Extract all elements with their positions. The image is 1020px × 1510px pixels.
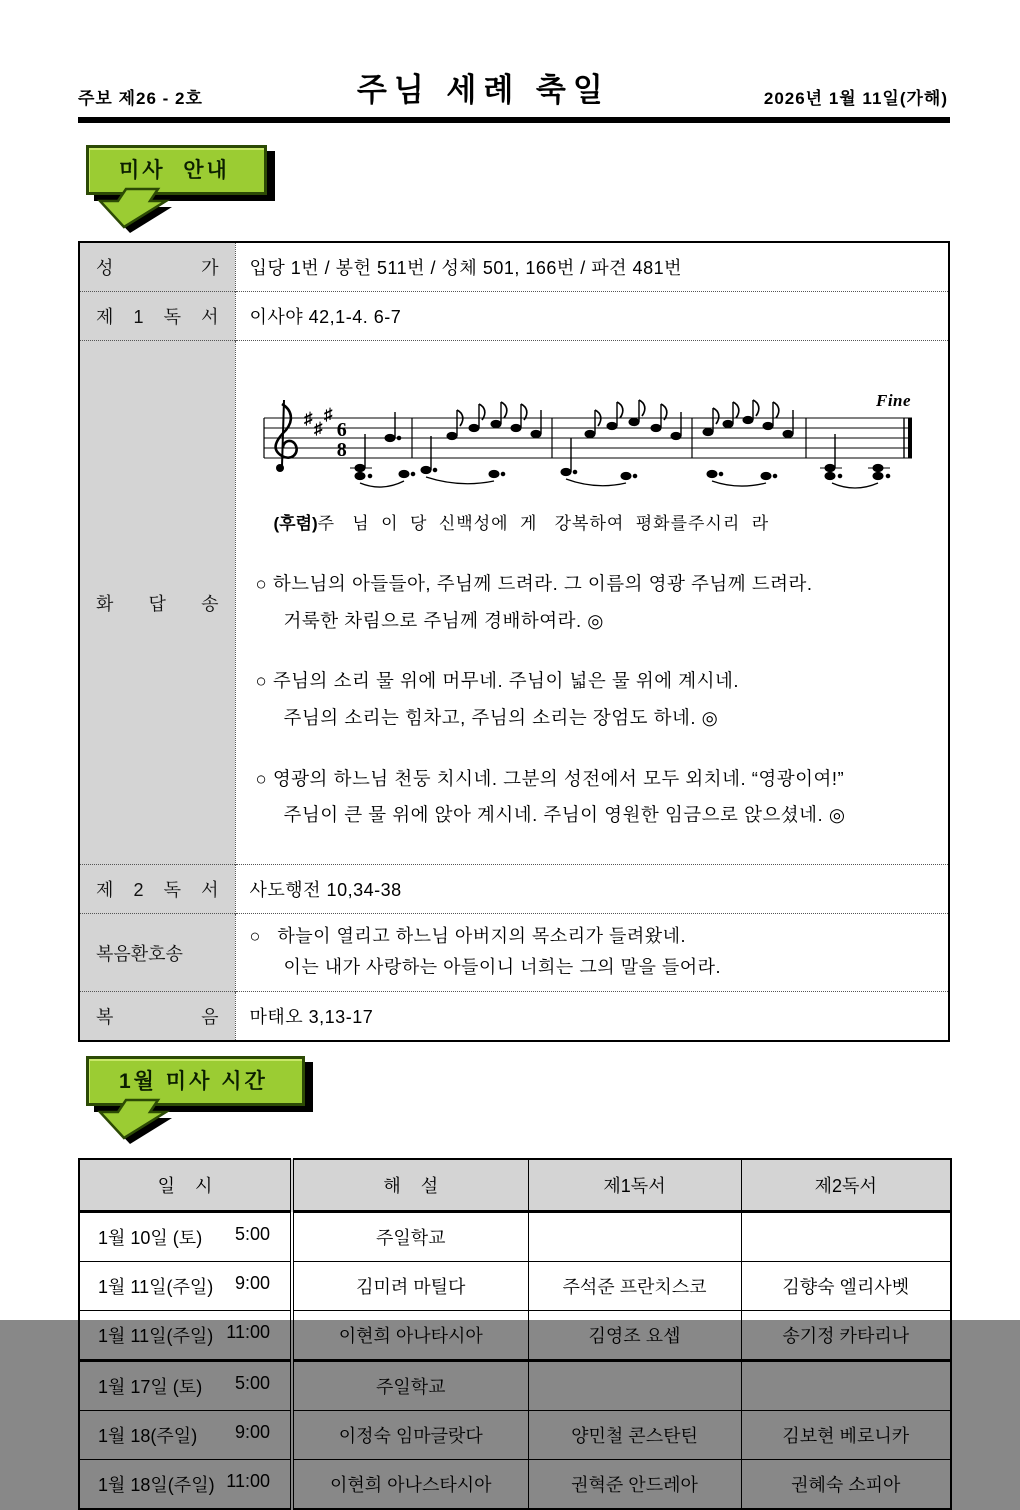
mass-info-banner-block (78, 145, 950, 231)
date-value: 1월 18(주일) (98, 1426, 198, 1447)
time-value: 5:00 (234, 1373, 270, 1394)
psalm-verses (250, 544, 935, 854)
mass-schedule-table (78, 1158, 952, 1510)
sharp-icon: ♯ (323, 405, 333, 424)
reader1-cell (528, 1212, 741, 1262)
reader2-cell: 김보현 베로니카 (741, 1411, 951, 1460)
sharp-icon: ♯ (303, 409, 313, 428)
bulletin-date: 2026년 1월 11일(가해) (763, 89, 948, 108)
reader1-cell: 주석준 프란치스코 (528, 1262, 741, 1311)
date-value: 1월 11일(주일) (98, 1326, 214, 1347)
commentator-cell: 주일학교 (292, 1361, 528, 1411)
datetime-cell (79, 1460, 292, 1510)
reader2-cell (741, 1212, 951, 1262)
psalm-verse-3 (256, 765, 931, 830)
time-signature-top: 6 (336, 419, 347, 441)
row-label-psalm: 화 답 송 (79, 341, 235, 865)
time-value: 5:00 (234, 1224, 270, 1245)
down-arrow-icon (94, 189, 186, 233)
row-label-reading1: 제 1 독 서 (79, 292, 235, 341)
date-value: 1월 10일 (토) (98, 1228, 203, 1249)
mass-info-banner: 미사 안내 (86, 145, 267, 195)
datetime-cell (79, 1311, 292, 1361)
date-value: 1월 17일 (토) (98, 1377, 203, 1398)
psalm-verse-2 (256, 667, 931, 732)
date-value: 1월 18일(주일) (98, 1475, 215, 1496)
masthead (78, 64, 950, 115)
schedule-row (79, 1460, 951, 1510)
row-label-reading2: 제 2 독 서 (79, 865, 235, 914)
row-label-hymns: 성 가 (79, 242, 235, 292)
bulletin-issue: 주보 제26 - 2호 (78, 89, 203, 108)
refrain-text: 주 님 이 당 신백성에 게 강복하여 평화를주시리 라 (317, 514, 770, 533)
musical-score (260, 390, 931, 534)
treble-clef-icon (275, 400, 296, 472)
col-header-reader2: 제2독서 (741, 1159, 951, 1212)
verse-line: 주님이 큰 물 위에 앉아 계시네. 주님이 영원한 임금으로 앉으셨네. ◎ (283, 804, 846, 826)
verse-line: 거룩한 차림으로 주님께 경배하여라. ◎ (283, 609, 604, 631)
time-signature-bottom: 8 (336, 439, 347, 461)
col-header-reader1: 제1독서 (528, 1159, 741, 1212)
page-title: 주님 세례 축일 (356, 71, 610, 108)
verse-line: 주님의 소리는 힘차고, 주님의 소리는 장엄도 하네. ◎ (283, 707, 719, 729)
music-staff-image (260, 390, 916, 502)
schedule-row (79, 1361, 951, 1411)
time-value: 11:00 (226, 1471, 270, 1492)
commentator-cell: 이현희 아나타시아 (292, 1311, 528, 1361)
table-row-acclamation (79, 914, 949, 992)
mass-info-table (78, 241, 950, 1042)
reader1-cell: 양민철 콘스탄틴 (528, 1411, 741, 1460)
mass-schedule-banner: 1월 미사 시간 (86, 1056, 305, 1106)
acclamation-line: 이는 내가 사랑하는 아들이니 너희는 그의 말을 들어라. (283, 957, 722, 978)
reader1-cell (528, 1361, 741, 1411)
verse-line: ○ 하느님의 아들들아, 주님께 드려라. 그 이름의 영광 주님께 드려라. (255, 573, 813, 594)
schedule-row (79, 1311, 951, 1361)
table-row-psalm (79, 341, 949, 865)
reader2-cell (741, 1361, 951, 1411)
datetime-cell (79, 1262, 292, 1311)
schedule-row (79, 1262, 951, 1311)
acclamation-cell (235, 914, 949, 992)
row-label-gospel: 복 음 (79, 992, 235, 1042)
datetime-cell (79, 1212, 292, 1262)
header-divider (78, 117, 950, 123)
datetime-cell (79, 1361, 292, 1411)
table-row-gospel (79, 992, 949, 1042)
time-value: 11:00 (226, 1322, 270, 1343)
reader1-cell: 김영조 요셉 (528, 1311, 741, 1361)
col-header-commentator: 해 설 (292, 1159, 528, 1212)
datetime-cell (79, 1411, 292, 1460)
reading1-value: 이사야 42,1-4. 6-7 (235, 292, 949, 341)
acclamation-line: ○ 하늘이 열리고 하느님 아버지의 목소리가 들려왔네. (249, 926, 687, 947)
table-row-hymns (79, 242, 949, 292)
refrain-label: (후렴) (273, 514, 318, 533)
row-label-acclamation: 복음환호송 (79, 914, 235, 992)
reader2-cell: 김향숙 엘리사벳 (741, 1262, 951, 1311)
psalm-cell (235, 341, 949, 865)
time-value: 9:00 (234, 1273, 270, 1294)
hymns-value: 입당 1번 / 봉헌 511번 / 성체 501, 166번 / 파견 481번 (249, 257, 682, 278)
schedule-header-row (79, 1159, 951, 1212)
table-row-reading2 (79, 865, 949, 914)
refrain-lyrics (274, 509, 931, 534)
sharp-icon: ♯ (313, 419, 323, 438)
fine-marking: Fine (875, 391, 911, 410)
verse-line: ○ 영광의 하느님 천둥 치시네. 그분의 성전에서 모두 외치네. “영광이여!” (255, 767, 845, 789)
gospel-value: 마태오 3,13-17 (235, 992, 949, 1042)
table-row-reading1 (79, 292, 949, 341)
reading2-value: 사도행전 10,34-38 (235, 865, 949, 914)
verse-line: ○ 주님의 소리 물 위에 머무네. 주님이 넓은 물 위에 계시네. (255, 670, 740, 692)
psalm-verse-1 (256, 570, 931, 635)
commentator-cell: 김미려 마틸다 (292, 1262, 528, 1311)
time-value: 9:00 (234, 1422, 270, 1443)
commentator-cell: 이정숙 임마글랏다 (292, 1411, 528, 1460)
reader2-cell: 권혜숙 소피아 (741, 1460, 951, 1510)
reader1-cell: 권혁준 안드레아 (528, 1460, 741, 1510)
schedule-row (79, 1212, 951, 1262)
down-arrow-icon (94, 1100, 186, 1144)
schedule-row (79, 1411, 951, 1460)
date-value: 1월 11일(주일) (98, 1277, 214, 1298)
mass-schedule-banner-block (78, 1056, 950, 1142)
col-header-datetime: 일 시 (79, 1159, 292, 1212)
commentator-cell: 주일학교 (292, 1212, 528, 1262)
reader2-cell: 송기정 카타리나 (741, 1311, 951, 1361)
commentator-cell: 이현희 아나스타시아 (292, 1460, 528, 1510)
